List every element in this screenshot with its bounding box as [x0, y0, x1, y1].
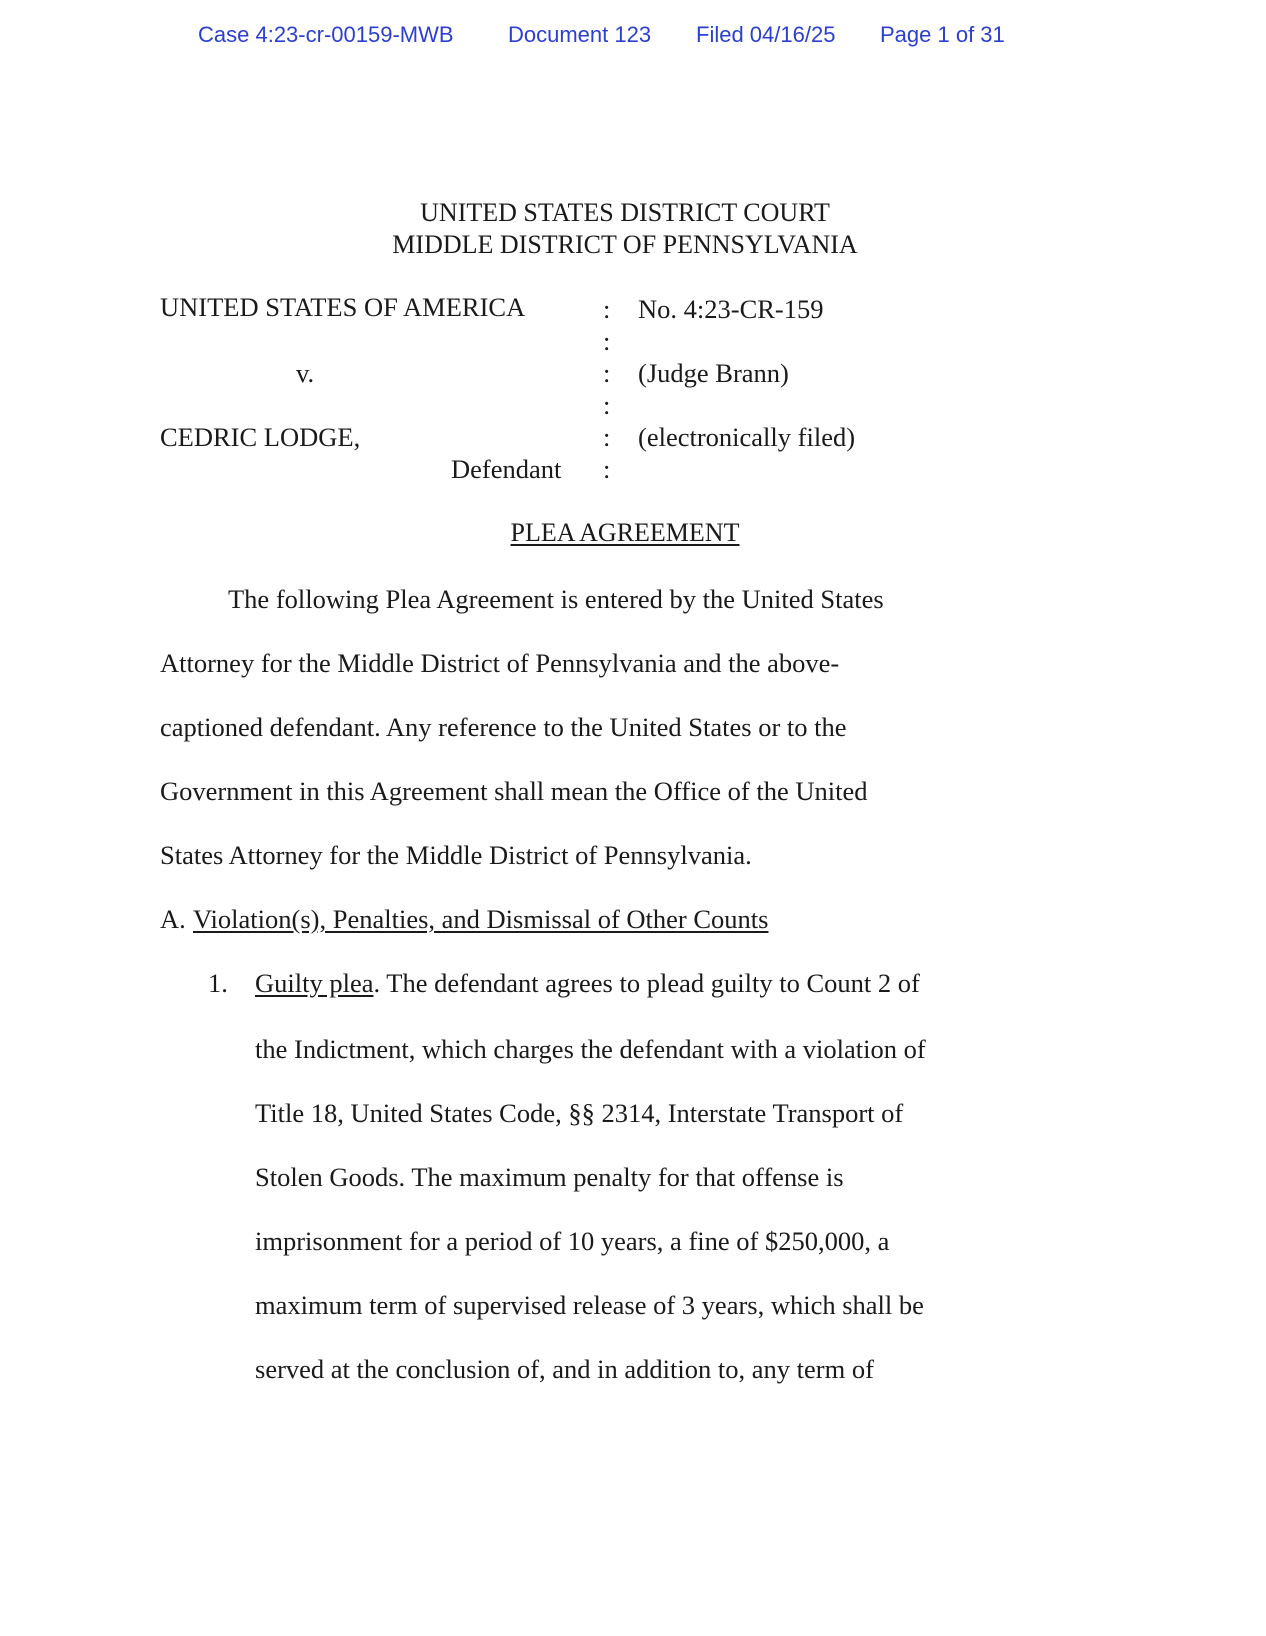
colon-divider: : [603, 454, 611, 484]
filing-note: (electronically filed) [638, 422, 856, 452]
page-number-header: Page 1 of 31 [880, 22, 1005, 47]
colon-divider: : [603, 390, 611, 420]
text-line: captioned defendant. Any reference to the United States or to the [160, 712, 847, 742]
text-line: maximum term of supervised release of 3 years, which shall be [255, 1290, 924, 1320]
case-number-header: Case 4:23-cr-00159-MWB [198, 22, 454, 47]
section-title: Violation(s), Penalties, and Dismissal of Other Counts [193, 904, 769, 934]
section-prefix: A. [160, 904, 186, 934]
first-line [255, 968, 920, 998]
judge: (Judge Brann) [638, 358, 789, 388]
colon-divider: : [603, 422, 611, 452]
item-number: 1. [208, 968, 228, 998]
defendant-name: CEDRIC LODGE, [160, 422, 361, 452]
court-name: UNITED STATES DISTRICT COURT [420, 198, 830, 227]
text-line: States Attorney for the Middle District of Pennsylvania. [160, 840, 752, 870]
text-line: served at the conclusion of, and in addition to, any term of [255, 1354, 874, 1384]
document-number-header: Document 123 [508, 22, 652, 47]
versus: v. [296, 358, 315, 388]
text-line: Attorney for the Middle District of Pennsylvania and the above- [160, 648, 840, 678]
filed-date-header: Filed 04/16/25 [696, 22, 836, 47]
text-line: The following Plea Agreement is entered by the United States [228, 584, 884, 614]
case-docket-number: No. 4:23-CR-159 [638, 294, 824, 324]
colon-divider: : [603, 358, 611, 388]
text-line: Stolen Goods. The maximum penalty for that offense is [255, 1162, 844, 1192]
item-heading: Guilty plea [255, 968, 374, 998]
colon-divider: : [603, 326, 611, 356]
text-line: the Indictment, which charges the defendant with a violation of [255, 1034, 926, 1064]
text-line: . The defendant agrees to plead guilty to Count 2 of [373, 968, 920, 998]
text-line: Government in this Agreement shall mean the Office of the United [160, 776, 868, 806]
document-title: PLEA AGREEMENT [510, 518, 740, 547]
text-line: Title 18, United States Code, §§ 2314, Interstate Transport of [255, 1098, 904, 1128]
colon-divider: : [603, 294, 611, 324]
text-line: imprisonment for a period of 10 years, a fine of $250,000, a [255, 1226, 890, 1256]
plaintiff: UNITED STATES OF AMERICA [160, 292, 526, 322]
court-district: MIDDLE DISTRICT OF PENNSYLVANIA [392, 230, 858, 259]
defendant-label: Defendant [451, 454, 562, 484]
